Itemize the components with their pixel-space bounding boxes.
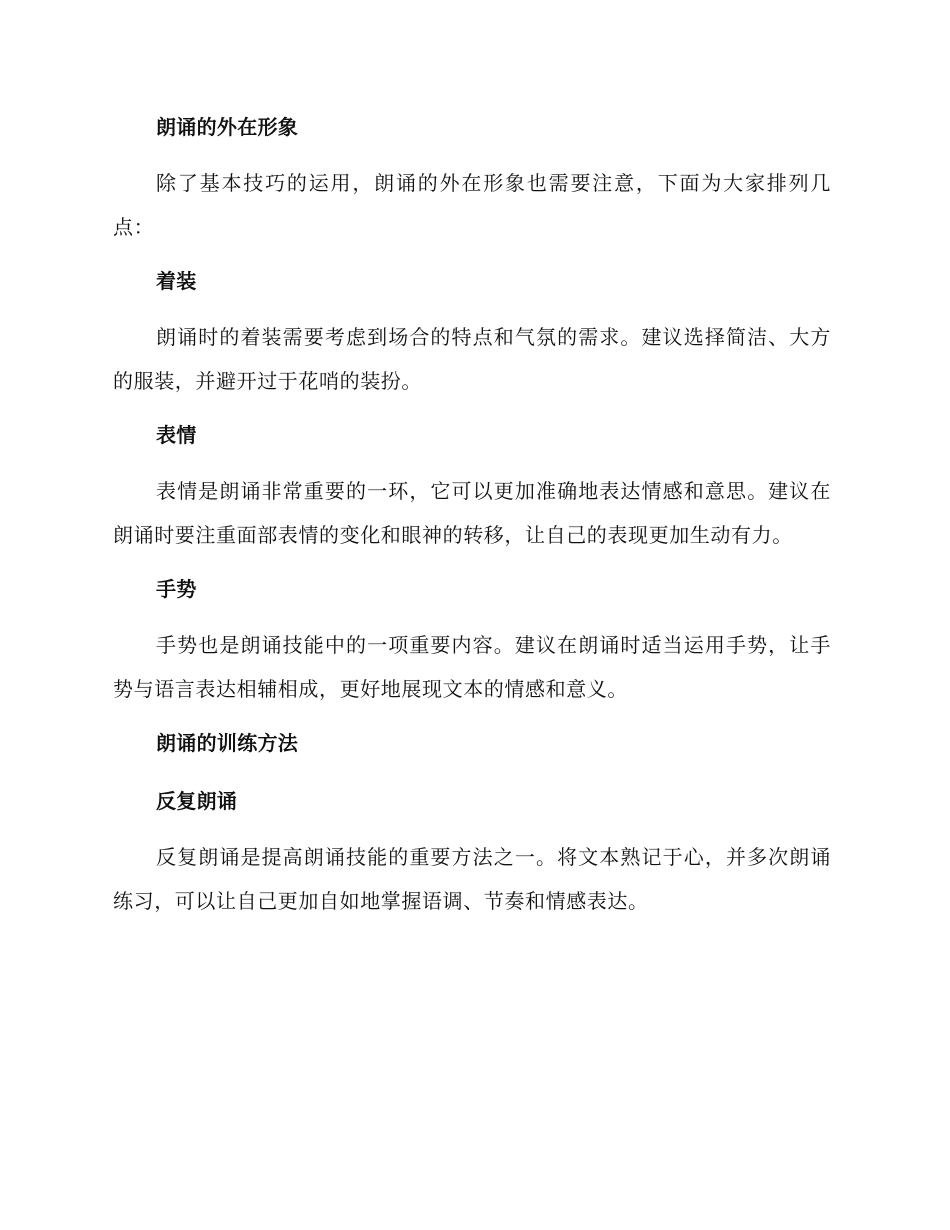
- section-heading: 朗诵的训练方法: [156, 731, 299, 755]
- document-page: [113, 109, 831, 923]
- section-paragraph: 表情是朗诵非常重要的一环，它可以更加准确地表达情感和意思。建议在朗诵时要注重面部表情的变化和眼神的转移，让自己的表现更加生动有力。: [113, 479, 831, 547]
- section-heading: 朗诵的外在形象: [156, 115, 299, 139]
- section-heading: 表情: [156, 423, 197, 447]
- section-paragraph: 朗诵时的着装需要考虑到场合的特点和气氛的需求。建议选择简洁、大方的服装，并避开过于花哨的装扮。: [113, 325, 831, 393]
- section-paragraph: 除了基本技巧的运用，朗诵的外在形象也需要注意，下面为大家排列几点：: [113, 171, 831, 239]
- section-heading: 着装: [156, 269, 197, 293]
- section-heading: 手势: [156, 577, 197, 601]
- section-paragraph: 反复朗诵是提高朗诵技能的重要方法之一。将文本熟记于心，并多次朗诵练习，可以让自己更加自如地掌握语调、节奏和情感表达。: [113, 845, 831, 913]
- section-paragraph: 手势也是朗诵技能中的一项重要内容。建议在朗诵时适当运用手势，让手势与语言表达相辅相成，更好地展现文本的情感和意义。: [113, 633, 831, 701]
- section-heading: 反复朗诵: [156, 789, 238, 813]
